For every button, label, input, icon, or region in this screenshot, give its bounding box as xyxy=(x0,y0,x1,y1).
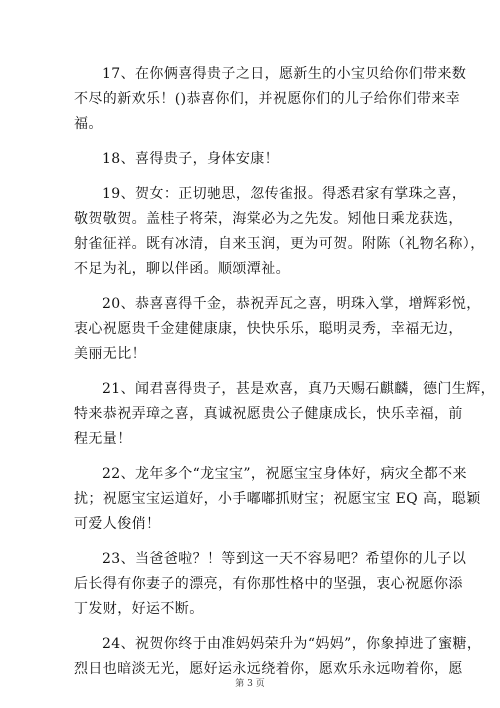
text-line: 21、闻君喜得贵子，甚是欢喜，真乃天赐石麒麟，德门生辉， xyxy=(102,381,496,397)
paragraph xyxy=(74,182,485,282)
text-line: 扰；祝愿宝宝运道好，小手嘟嘟抓财宝；祝愿宝宝 EQ 高，聪颖 xyxy=(74,491,481,507)
text-line: 特来恭祝弄璋之喜，真诚祝愿贵公子健康成长，快乐幸福，前 xyxy=(74,406,463,422)
paragraph xyxy=(74,632,482,682)
paragraph xyxy=(74,292,481,367)
text-line: 衷心祝愿贵千金建健康康，快快乐乐，聪明灵秀，幸福无边， xyxy=(74,321,463,337)
paragraph xyxy=(74,547,467,622)
paragraph xyxy=(74,62,467,137)
text-line: 福。 xyxy=(74,116,103,132)
text-line: 射雀征祥。既有冰清，自来玉润，更为可贺。附陈（礼物名称）， xyxy=(74,236,485,252)
text-line: 可爱人俊俏！ xyxy=(74,516,161,532)
text-line: 丁发财，好运不断。 xyxy=(74,601,204,617)
text-line: 不足为礼，聊以伴函。顺颂潭祉。 xyxy=(74,261,290,277)
text-line: 后长得有你妻子的漂亮，有你那性格中的坚强，衷心祝愿你添 xyxy=(74,576,463,592)
text-line: 18、喜得贵子，身体安康！ xyxy=(102,151,280,167)
document-body xyxy=(74,62,496,692)
paragraph xyxy=(74,147,434,172)
text-line: 17、在你俩喜得贵子之日，愿新生的小宝贝给你们带来数 xyxy=(102,66,467,82)
text-line: 美丽无比！ xyxy=(74,346,146,362)
paragraph xyxy=(74,377,496,452)
page-number: 第 3 页 xyxy=(235,679,265,689)
text-line: 烈日也暗淡无光，愿好运永远绕着你，愿欢乐永远吻着你，愿 xyxy=(74,661,463,677)
text-line: 20、恭喜喜得千金，恭祝弄瓦之喜，明珠入掌，增辉彩悦， xyxy=(102,296,481,312)
text-line: 24、祝贺你终于由准妈妈荣升为“妈妈”，你象掉进了蜜糖， xyxy=(102,636,482,652)
text-line: 不尽的新欢乐！()恭喜你们，并祝愿你们的儿子给你们带来幸 xyxy=(74,91,461,107)
text-line: 程无量！ xyxy=(74,431,132,447)
text-line: 22、龙年多个“龙宝宝”，祝愿宝宝身体好，病灾全都不来 xyxy=(102,466,467,482)
text-line: 23、当爸爸啦？！等到这一天不容易吧？希望你的儿子以 xyxy=(102,551,467,567)
text-line: 敬贺敬贺。盖桂子将荣，海棠必为之先发。矧他日乘龙获选， xyxy=(74,211,463,227)
text-line: 19、贺女：正切驰思，忽传雀报。得悉君家有掌珠之喜， xyxy=(102,186,467,202)
paragraph xyxy=(74,462,481,537)
